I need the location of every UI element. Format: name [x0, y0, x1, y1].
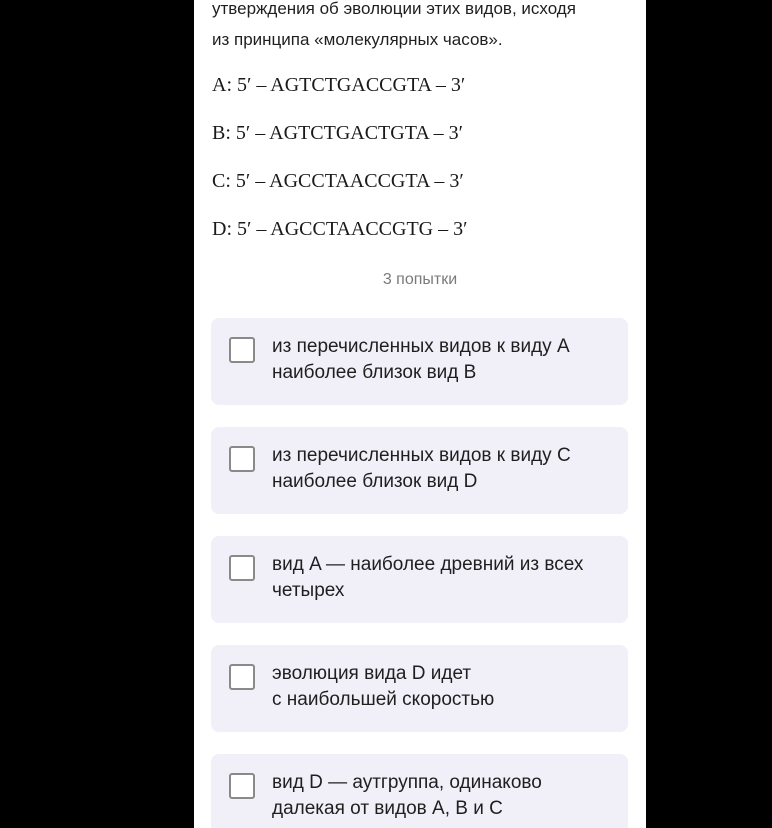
answer-option-line: вид A — наиболее древний из всех — [272, 554, 584, 575]
answer-option-line: эволюция вида D идет — [272, 663, 472, 684]
answer-option-line: четырех — [272, 580, 345, 601]
sequence-d: D: 5′ – AGCCTAACCGTG – 3′ — [212, 218, 468, 240]
answer-option-4[interactable] — [211, 645, 628, 732]
answer-option-line: наиболее близок вид D — [272, 471, 478, 492]
checkbox-unchecked-icon[interactable] — [229, 773, 255, 799]
answer-option-label — [272, 443, 612, 495]
sequence-a: A: 5′ – AGTCTGACCGTA – 3′ — [212, 74, 466, 96]
answer-option-line: с наибольшей скоростью — [272, 689, 495, 710]
answer-option-line: вид D — аутгруппа, одинаково — [272, 772, 542, 793]
answer-option-line: из перечисленных видов к виду C — [272, 445, 571, 466]
question-text-line-1: утверждения об эволюции этих видов, исходя — [212, 0, 576, 18]
answer-option-5[interactable] — [211, 754, 628, 828]
question-panel — [194, 0, 646, 828]
answer-option-label — [272, 661, 612, 713]
attempts-counter: 3 попытки — [382, 271, 458, 288]
answer-option-line: далекая от видов A, B и C — [272, 798, 503, 819]
answer-option-line: из перечисленных видов к виду A — [272, 336, 570, 357]
answer-option-line: наиболее близок вид B — [272, 362, 477, 383]
sequence-b: B: 5′ – AGTCTGACTGTA – 3′ — [212, 122, 464, 144]
answer-option-3[interactable] — [211, 536, 628, 623]
checkbox-unchecked-icon[interactable] — [229, 664, 255, 690]
answer-option-label — [272, 552, 612, 604]
sequence-c: C: 5′ – AGCCTAACCGTA – 3′ — [212, 170, 464, 192]
answer-option-label — [272, 770, 612, 822]
checkbox-unchecked-icon[interactable] — [229, 555, 255, 581]
checkbox-unchecked-icon[interactable] — [229, 337, 255, 363]
answer-option-1[interactable] — [211, 318, 628, 405]
question-text-line-2: из принципа «молекулярных часов». — [212, 30, 503, 49]
answer-option-label — [272, 334, 612, 386]
checkbox-unchecked-icon[interactable] — [229, 446, 255, 472]
answer-option-2[interactable] — [211, 427, 628, 514]
